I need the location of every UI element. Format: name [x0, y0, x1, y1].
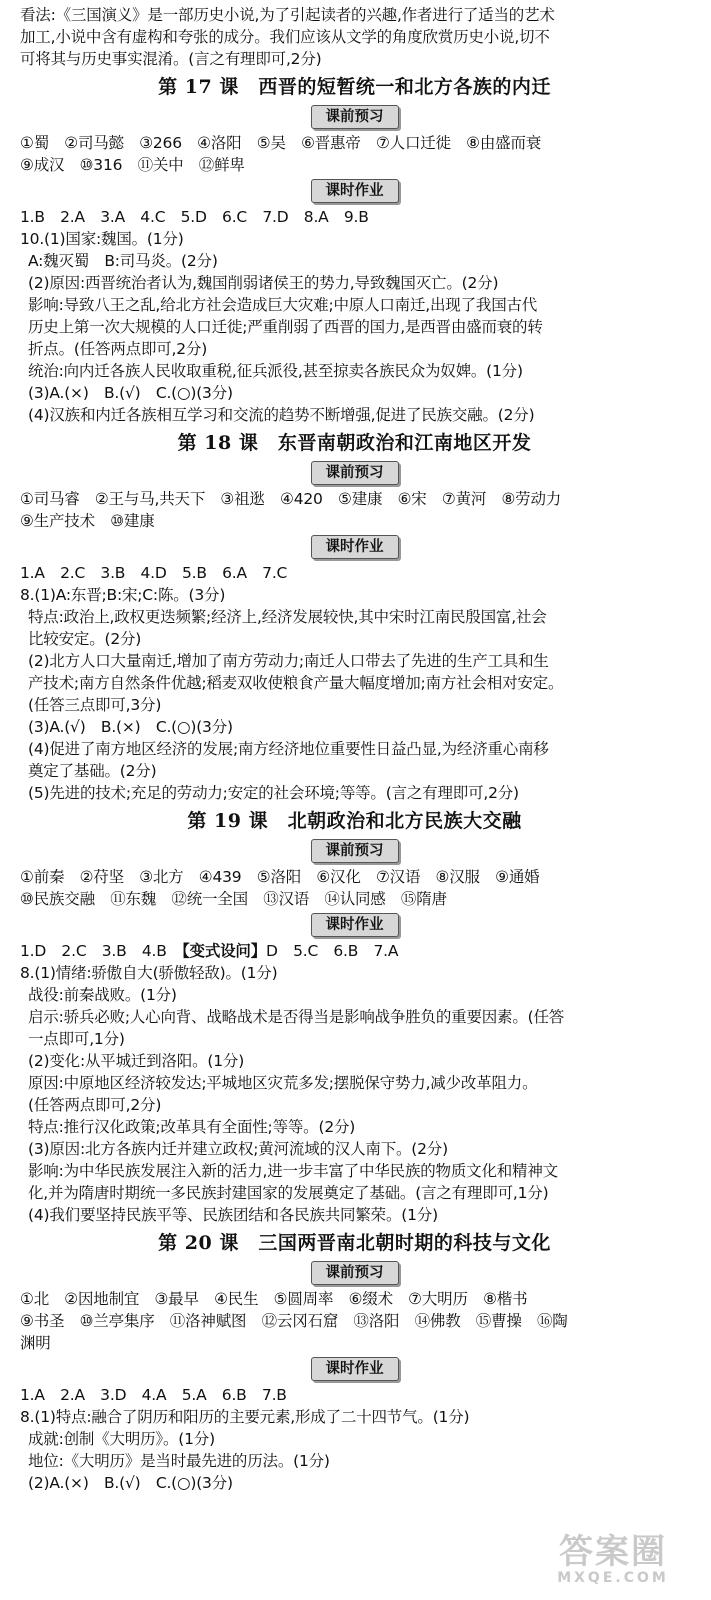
answer-line: 化,并为隋唐时期统一多民族封建国家的发展奠定了基础。(言之有理即可,1分) — [28, 1184, 549, 1202]
homework-badge: 课时作业 — [311, 913, 399, 937]
answer-line: 地位:《大明历》是当时最先进的历法。(1分) — [28, 1452, 330, 1470]
answer-line: 影响:导致八王之乱,给北方社会造成巨大灾难;中原人口南迁,出现了我国古代 — [28, 296, 538, 314]
answer-line: 启示:骄兵必败;人心向背、战略战术是否得当是影响战争胜负的重要因素。(任答 — [28, 1008, 565, 1026]
answer-line: (4)促进了南方地区经济的发展;南方经济地位重要性日益凸显,为经济重心南移 — [28, 740, 549, 758]
answer-line: 奠定了基础。(2分) — [28, 762, 157, 780]
intro-line: 加工,小说中含有虚构和夸张的成分。我们应该从文学的角度欣赏历史小说,切不 — [20, 28, 550, 46]
choice-answers-part: 1.D 2.C 3.B 4.B — [20, 942, 182, 960]
homework-badge: 课时作业 — [311, 179, 399, 203]
answer-line: 折点。(任答两点即可,2分) — [28, 340, 208, 358]
answer-line: 8.(1)情绪:骄傲自大(骄傲轻敌)。(1分) — [20, 964, 278, 982]
answer-line: (4)我们要坚持民族平等、民族团结和各民族共同繁荣。(1分) — [28, 1206, 438, 1224]
answer-line: 战役:前秦战败。(1分) — [28, 986, 177, 1004]
answer-line: 统治:向内迁各族人民收取重税,征兵派役,甚至掠卖各族民众为奴婢。(1分) — [28, 362, 523, 380]
preview-line: ①前秦 ②苻坚 ③北方 ④439 ⑤洛阳 ⑥汉化 ⑦汉语 ⑧汉服 ⑨通婚 — [20, 868, 540, 886]
preview-line: 渊明 — [20, 1334, 51, 1352]
preview-line: ⑩民族交融 ⑪东魏 ⑫统一全国 ⑬汉语 ⑭认同感 ⑮隋唐 — [20, 890, 447, 908]
answer-line: 8.(1)A:东晋;B:宋;C:陈。(3分) — [20, 586, 226, 604]
answer-line: (2)A.(×) B.(√) C.(○)(3分) — [28, 1474, 233, 1492]
watermark-logo-text: 答案圈 — [559, 1532, 667, 1572]
choice-answers: 1.B 2.A 3.A 4.C 5.D 6.C 7.D 8.A 9.B — [20, 208, 369, 226]
homework-badge: 课时作业 — [311, 535, 399, 559]
choice-answers — [20, 940, 689, 962]
answer-line: 特点:推行汉化政策;改革具有全面性;等等。(2分) — [28, 1118, 356, 1136]
choice-answers-part: D 5.C 6.B 7.A — [266, 942, 399, 960]
answer-line: 原因:中原地区经济较发达;平城地区灾荒多发;摆脱保守势力,减少改革阻力。 — [28, 1074, 538, 1092]
preview-badge: 课前预习 — [311, 1261, 399, 1285]
answer-line: 特点:政治上,政权更迭频繁;经济上,经济发展较快,其中宋时江南民殷国富,社会 — [28, 608, 547, 626]
intro-line: 看法:《三国演义》是一部历史小说,为了引起读者的兴趣,作者进行了适当的艺术 — [20, 6, 555, 24]
variant-question-tag: 【变式设问】 — [181, 942, 267, 960]
watermark-url: MXQE.COM — [557, 1570, 669, 1586]
answer-line: 历史上第一次大规模的人口迁徙;严重削弱了西晋的国力,是西晋由盛而衰的转 — [28, 318, 543, 336]
lesson-18-title: 第 18 课 东晋南朝政治和江南地区开发 — [177, 432, 532, 454]
choice-answers: 1.A 2.A 3.D 4.A 5.A 6.B 7.B — [20, 1386, 287, 1404]
choice-answers: 1.A 2.C 3.B 4.D 5.B 6.A 7.C — [20, 564, 288, 582]
answer-line: 10.(1)国家:魏国。(1分) — [20, 230, 184, 248]
preview-line: ①蜀 ②司马懿 ③266 ④洛阳 ⑤吴 ⑥晋惠帝 ⑦人口迁徙 ⑧由盛而衰 — [20, 134, 542, 152]
homework-badge: 课时作业 — [311, 1357, 399, 1381]
answer-line: (任答三点即可,3分) — [28, 696, 162, 714]
answer-line: 影响:为中华民族发展注入新的活力,进一步丰富了中华民族的物质文化和精神文 — [28, 1162, 558, 1180]
site-watermark — [533, 1534, 693, 1590]
answer-line: (2)变化:从平城迁到洛阳。(1分) — [28, 1052, 245, 1070]
preview-line: ⑨生产技术 ⑩建康 — [20, 512, 155, 530]
answer-line: 8.(1)特点:融合了阴历和阳历的主要元素,形成了二十四节气。(1分) — [20, 1408, 470, 1426]
preview-line: ⑨书圣 ⑩兰亭集序 ⑪洛神赋图 ⑫云冈石窟 ⑬洛阳 ⑭佛教 ⑮曹操 ⑯陶 — [20, 1312, 568, 1330]
preview-badge: 课前预习 — [311, 839, 399, 863]
answer-line: 比较安定。(2分) — [28, 630, 142, 648]
lesson-17-title: 第 17 课 西晋的短暂统一和北方各族的内迁 — [158, 76, 551, 98]
answer-line: (3)A.(×) B.(√) C.(○)(3分) — [28, 384, 233, 402]
lesson-20-title: 第 20 课 三国两晋南北朝时期的科技与文化 — [158, 1232, 551, 1254]
answer-line: (5)先进的技术;充足的劳动力;安定的社会环境;等等。(言之有理即可,2分) — [28, 784, 519, 802]
answer-line: 一点即可,1分) — [28, 1030, 125, 1048]
preview-badge: 课前预习 — [311, 105, 399, 129]
answer-line: (任答两点即可,2分) — [28, 1096, 162, 1114]
preview-line: ⑨成汉 ⑩316 ⑪关中 ⑫鲜卑 — [20, 156, 245, 174]
answer-line: (3)原因:北方各族内迁并建立政权;黄河流域的汉人南下。(2分) — [28, 1140, 448, 1158]
preview-line: ①司马睿 ②王与马,共天下 ③祖逖 ④420 ⑤建康 ⑥宋 ⑦黄河 ⑧劳动力 — [20, 490, 562, 508]
answer-line: 成就:创制《大明历》。(1分) — [28, 1430, 215, 1448]
answer-line: (2)原因:西晋统治者认为,魏国削弱诸侯王的势力,导致魏国灭亡。(2分) — [28, 274, 499, 292]
preview-badge: 课前预习 — [311, 461, 399, 485]
answer-line: (4)汉族和内迁各族相互学习和交流的趋势不断增强,促进了民族交融。(2分) — [28, 406, 535, 424]
preview-line: ①北 ②因地制宜 ③最早 ④民生 ⑤圆周率 ⑥缀术 ⑦大明历 ⑧楷书 — [20, 1290, 528, 1308]
answer-line: (3)A.(√) B.(×) C.(○)(3分) — [28, 718, 233, 736]
intro-line: 可将其与历史事实混淆。(言之有理即可,2分) — [20, 50, 322, 68]
lesson-19-title: 第 19 课 北朝政治和北方民族大交融 — [187, 810, 522, 832]
answer-line: (2)北方人口大量南迁,增加了南方劳动力;南迁人口带去了先进的生产工具和生 — [28, 652, 549, 670]
answer-line: 产技术;南方自然条件优越;稻麦双收使粮食产量大幅度增加;南方社会相对安定。 — [28, 674, 564, 692]
answer-line: A:魏灭蜀 B:司马炎。(2分) — [28, 252, 218, 270]
